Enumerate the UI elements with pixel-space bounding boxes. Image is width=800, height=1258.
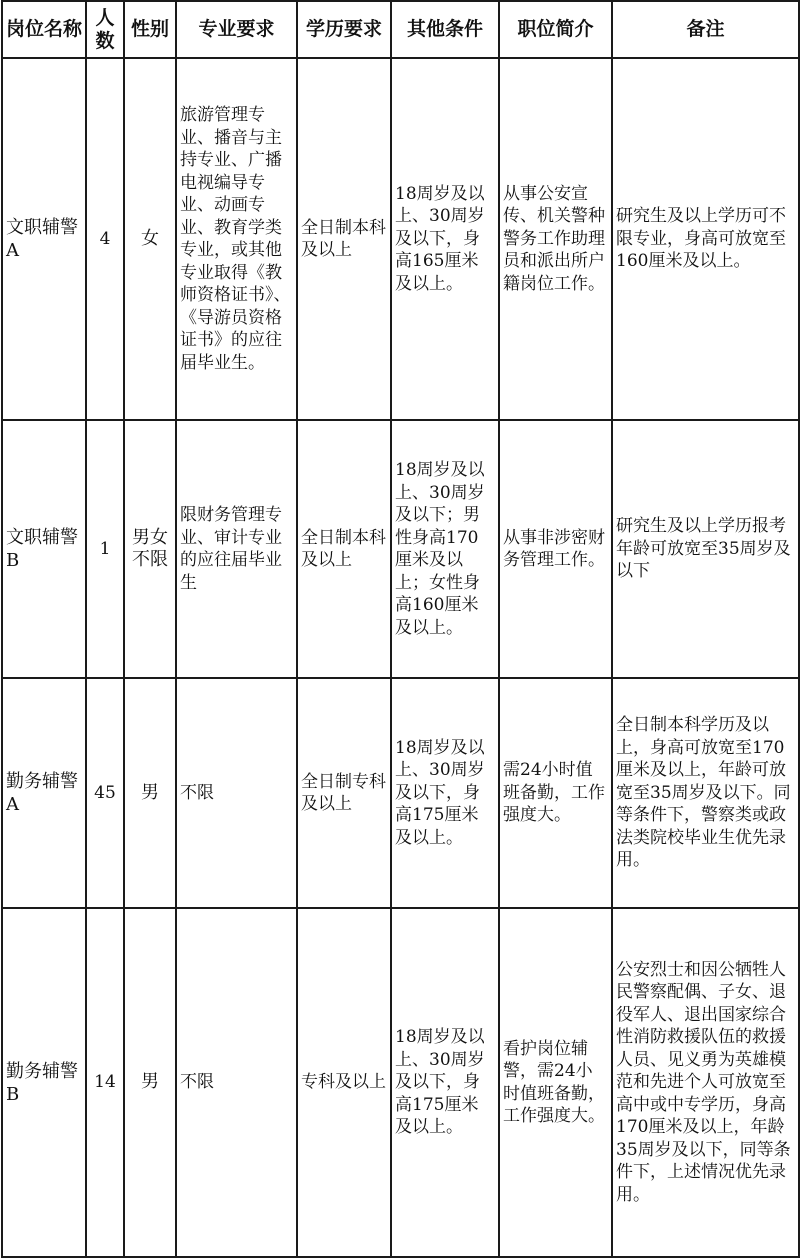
cell-count: 1 [86,420,124,678]
cell-gender: 男 [124,908,176,1257]
cell-position-name: 文职辅警B [2,420,86,678]
cell-major: 限财务管理专业、审计专业的应往届毕业生 [176,420,297,678]
cell-position-intro: 看护岗位辅警，需24小时值班备勤，工作强度大。 [499,908,612,1257]
cell-count: 4 [86,58,124,420]
recruitment-table [1,0,800,1258]
cell-remark: 公安烈士和因公牺牲人民警察配偶、子女、退役军人、退出国家综合性消防救援队伍的救援人员、见义勇为英雄模范和先进个人可放宽至高中或中专学历，身高170厘米及以上，年龄35周岁及以下，同等条件下，上述情况优先录用。 [612,908,799,1257]
table-row [2,420,799,678]
header-education: 学历要求 [297,1,391,58]
cell-education: 专科及以上 [297,908,391,1257]
cell-count: 14 [86,908,124,1257]
cell-position-intro: 需24小时值班备勤，工作强度大。 [499,678,612,908]
header-other-conditions: 其他条件 [391,1,499,58]
cell-count: 45 [86,678,124,908]
cell-position-intro: 从事非涉密财务管理工作。 [499,420,612,678]
header-count: 人数 [86,1,124,58]
cell-other-conditions: 18周岁及以上、30周岁及以下；男性身高170厘米及以上；女性身高160厘米及以上。 [391,420,499,678]
cell-position-intro: 从事公安宣传、机关警种警务工作助理员和派出所户籍岗位工作。 [499,58,612,420]
cell-education: 全日制本科及以上 [297,58,391,420]
table-row [2,908,799,1257]
cell-other-conditions: 18周岁及以上、30周岁及以下，身高175厘米及以上。 [391,908,499,1257]
header-position-intro: 职位简介 [499,1,612,58]
cell-education: 全日制专科及以上 [297,678,391,908]
header-gender: 性别 [124,1,176,58]
cell-education: 全日制本科及以上 [297,420,391,678]
cell-major: 不限 [176,678,297,908]
cell-position-name: 勤务辅警B [2,908,86,1257]
header-position-name: 岗位名称 [2,1,86,58]
cell-remark: 研究生及以上学历可不限专业，身高可放宽至160厘米及以上。 [612,58,799,420]
cell-other-conditions: 18周岁及以上、30周岁及以下，身高175厘米及以上。 [391,678,499,908]
table-header-row [2,1,799,58]
cell-remark: 全日制本科学历及以上，身高可放宽至170厘米及以上，年龄可放宽至35周岁及以下。同等条件下，警察类或政法类院校毕业生优先录用。 [612,678,799,908]
cell-major: 旅游管理专业、播音与主持专业、广播电视编导专业、动画专业、教育学类专业，或其他专业取得《教师资格证书》、《导游员资格证书》的应往届毕业生。 [176,58,297,420]
cell-position-name: 文职辅警A [2,58,86,420]
cell-major: 不限 [176,908,297,1257]
table-row [2,678,799,908]
header-major: 专业要求 [176,1,297,58]
header-remark: 备注 [612,1,799,58]
cell-gender: 男女不限 [124,420,176,678]
cell-remark: 研究生及以上学历报考年龄可放宽至35周岁及以下 [612,420,799,678]
cell-position-name: 勤务辅警A [2,678,86,908]
cell-gender: 男 [124,678,176,908]
table-row [2,58,799,420]
cell-gender: 女 [124,58,176,420]
cell-other-conditions: 18周岁及以上、30周岁及以下，身高165厘米及以上。 [391,58,499,420]
